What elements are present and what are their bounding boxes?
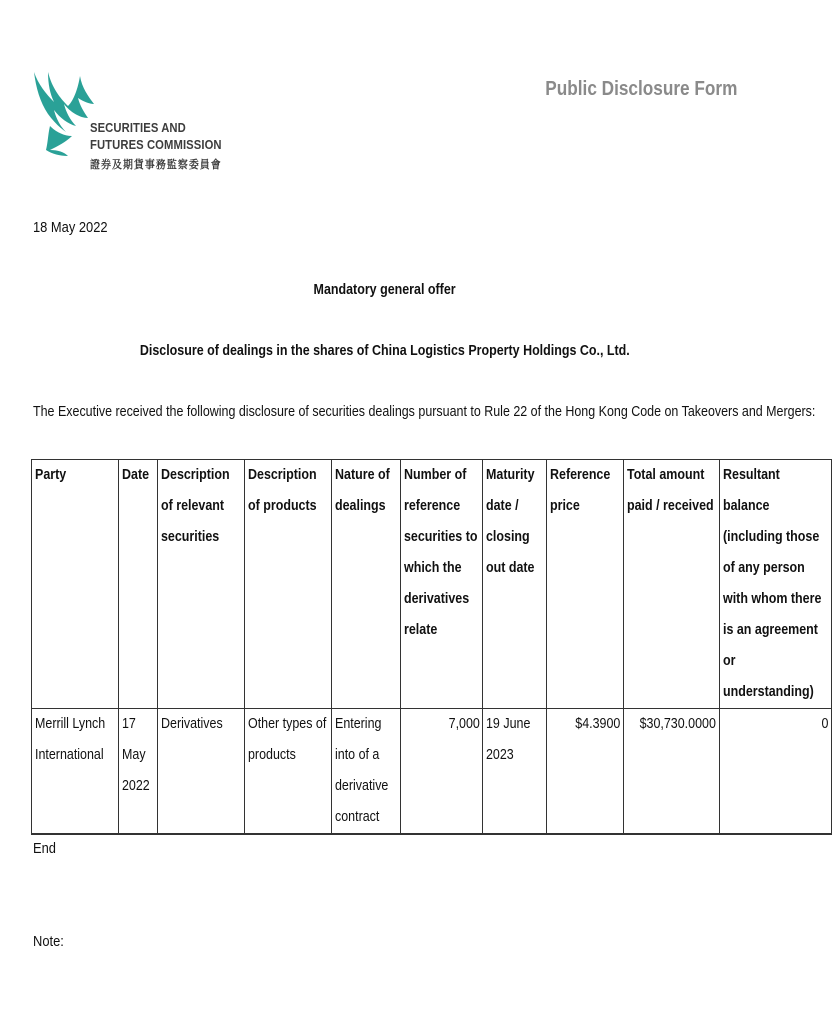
disclosure-heading: Disclosure of dealings in the shares of China Logistics Property Holdings Co., Ltd.	[140, 343, 630, 359]
cell-description-securities: Derivatives	[158, 709, 245, 835]
intro-paragraph: The Executive received the following disclosure of securities dealings pursuant to Rule 22 of the Hong Kong Code on Takeovers and Mergers:	[33, 404, 816, 420]
header-party: Party	[32, 460, 119, 709]
cell-resultant-balance: 0	[719, 709, 832, 835]
offer-heading: Mandatory general offer	[313, 282, 457, 298]
header-nature: Nature of dealings	[331, 460, 400, 709]
sfc-logo	[30, 70, 222, 175]
header-number-reference: Number of reference securities to which the derivatives relate	[400, 460, 483, 709]
cell-number-reference: 7,000	[400, 709, 483, 835]
end-marker: End	[33, 840, 56, 857]
logo-text-chinese: 證券及期貨事務監察委員會	[90, 159, 222, 171]
header-description-products: Description of products	[244, 460, 331, 709]
logo-text-line2: FUTURES COMMISSION	[90, 138, 222, 152]
cell-maturity: 19 June 2023	[483, 709, 546, 835]
cell-total-amount: $30,730.0000	[623, 709, 719, 835]
dealings-table	[31, 459, 832, 835]
header-description-securities: Description of relevant securities	[158, 460, 245, 709]
header-total-amount: Total amount paid / received	[623, 460, 719, 709]
document-date: 18 May 2022	[33, 219, 108, 236]
logo-text-line1: SECURITIES AND	[90, 121, 186, 135]
form-title: Public Disclosure Form	[544, 78, 737, 100]
cell-party: Merrill Lynch International	[32, 709, 119, 835]
cell-reference-price: $4.3900	[546, 709, 623, 835]
eagle-logo-icon	[30, 70, 94, 160]
table-row	[32, 709, 832, 835]
header-date: Date	[118, 460, 157, 709]
header-maturity: Maturity date / closing out date	[483, 460, 546, 709]
table-header-row	[32, 460, 832, 709]
note-label: Note:	[33, 933, 64, 950]
cell-description-products: Other types of products	[244, 709, 331, 835]
header-resultant-balance: Resultant balance (including those of any person with whom there is an agreement or understanding)	[719, 460, 832, 709]
header-reference-price: Reference price	[546, 460, 623, 709]
cell-nature: Entering into of a derivative contract	[331, 709, 400, 835]
cell-date: 17 May 2022	[118, 709, 157, 835]
